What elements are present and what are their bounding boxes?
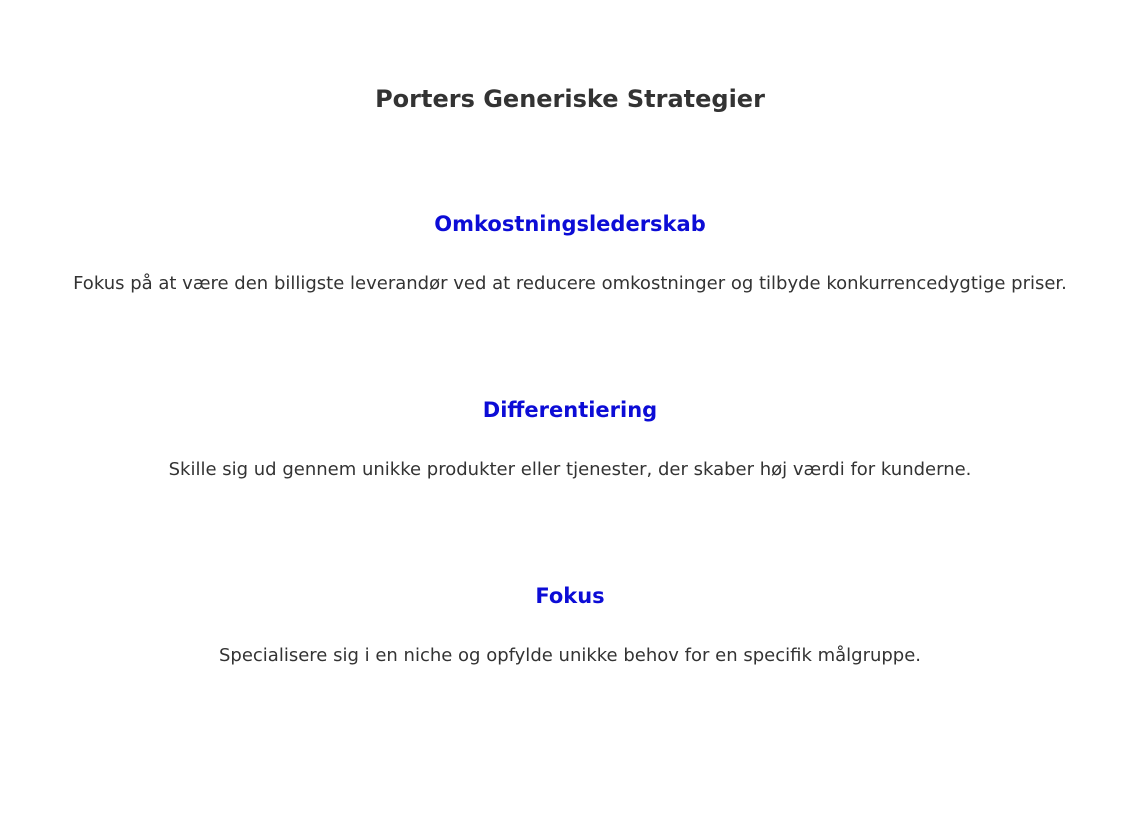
strategy-heading: Omkostningslederskab <box>434 212 706 236</box>
page-title: Porters Generiske Strategier <box>375 85 765 113</box>
strategy-description: Specialisere sig i en niche og opfylde unikke behov for en specifik målgruppe. <box>218 645 922 666</box>
strategy-heading: Differentiering <box>482 398 658 422</box>
strategy-heading: Fokus <box>535 584 605 608</box>
strategy-focus <box>0 581 1140 668</box>
strategy-description: Skille sig ud gennem unikke produkter eller tjenester, der skaber høj værdi for kunderne. <box>168 459 972 480</box>
strategy-cost-leadership <box>0 209 1140 296</box>
strategy-differentiation <box>0 395 1140 482</box>
strategy-description: Fokus på at være den billigste leverandør ved at reducere omkostninger og tilbyde konkurrencedygtige priser. <box>73 273 1067 294</box>
